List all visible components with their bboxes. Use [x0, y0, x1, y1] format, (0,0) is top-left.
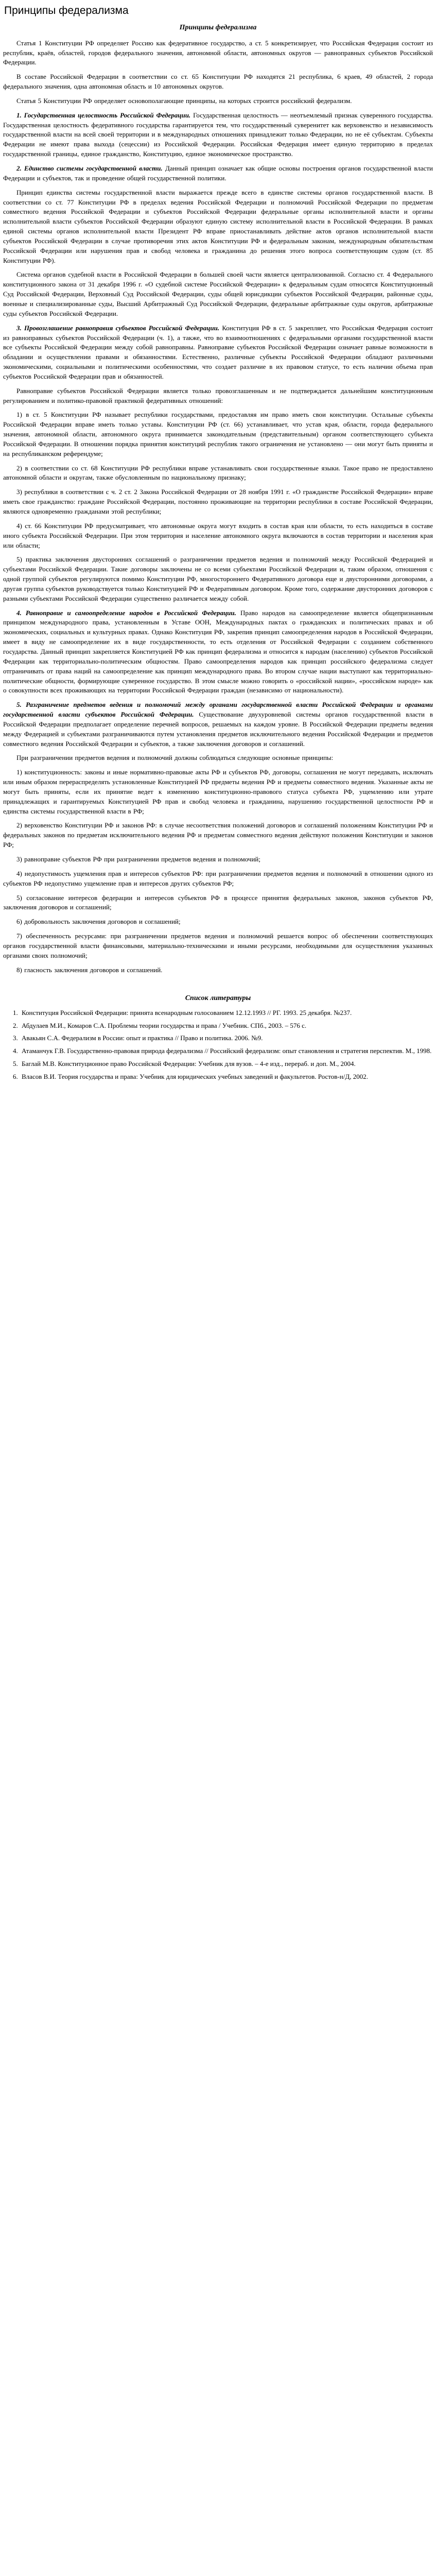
paragraph-text: 4) ст. 66 Конституции РФ предусматривает, что автономные округа могут входить в состав края или области, то есть находиться в составе иного субъекта Российской Федерации. При этом территория и население автономного округа включаются в состав территории и населения края или области;	[3, 521, 433, 549]
paragraph	[3, 410, 433, 459]
paragraph-text: Государственная целостность — неотъемлемый признак суверенного государства. Государственная целостность федеративного государства гарантируется тем, что государственный суверенитет как верховенство и независимость государственной власти на всей своей территории и в международных отношениях принадлежит только Федерации, но не её субъектам. Субъекты Федерации не имеют права выхода (сецессии) из Российской Федерации. Российская Федерация имеет единую территорию в пределах государственной границы, единое гражданство, Конституцию, единое экономическое пространство.	[3, 111, 433, 158]
paragraph-lead: 1. Государственная целостность Российской Федерации.	[16, 111, 191, 119]
paragraph	[3, 188, 433, 266]
paragraph	[3, 464, 433, 483]
paragraph	[3, 111, 433, 159]
reference-item: 1. Конституция Российской Федерации: принята всенародным голосованием 12.12.1993 // РГ. 1993. 25 декабря. №237.	[20, 1008, 433, 1018]
paragraph-text: 4) недопустимость ущемления прав и интересов субъектов РФ: при разграничении предметов ведения и полномочий в отношении одного из субъектов РФ недопустимо ущемление прав и интересов других субъектов РФ;	[3, 869, 433, 887]
paragraph-text: 5) практика заключения двусторонних соглашений о разграничении предметов ведения и полномочий между Российской Федерацией и субъектами Российской Федерации. Такие договоры заключены не со всеми субъектами Российской Федерации и, таким образом, отношения с одной группой субъектов регулируются помимо Конституции РФ, многостороннего Федеративного договора еще и двусторонними договорами, а другая группа субъектов руководствуется только Конституцией РФ и Федеративным договором. Кроме того, содержание двусторонних договоров с разными субъектами Российской Федерации существенно различается между собой.	[3, 555, 433, 602]
paragraph-text: 1) конституционность: законы и иные нормативно-правовые акты РФ и субъектов РФ, договоры, соглашения не могут передавать, исключать или иным образом перераспределять установленные Конституцией РФ предметы ведения РФ и предметы совместного ведения. Указанные акты не могут быть приняты, если их принятие ведет к изменению конституционно-правового статуса субъекта РФ, ущемлению или утрате принадлежащих и гарантируемых Конституцией РФ прав и свобод человека и гражданина, нарушению государственной целостности РФ и единства системы государственной власти в РФ;	[3, 768, 433, 815]
paragraph-text: 7) обеспеченность ресурсами: при разграничении предметов ведения и полномочий решается вопрос об обеспечении соответствующих органов государственной власти финансовыми, материально-техническими и иными ресурсами, необходимыми для осуществления указанных органами своих полномочий;	[3, 932, 433, 959]
paragraph-lead: 3. Провозглашение равноправия субъектов Российской Федерации.	[16, 324, 220, 332]
page	[0, 0, 436, 1095]
paragraph-text: 8) гласность заключения договоров и соглашений.	[16, 965, 163, 974]
paragraph-lead: 2. Единство системы государственной власти.	[16, 164, 163, 173]
paragraph-text: В составе Российской Федерации в соответствии со ст. 65 Конституции РФ находятся 21 республика, 6 краев, 49 областей, 2 города федерального значения, одна автономная область и 10 автономных округов.	[3, 73, 433, 91]
paragraph-text: Равноправие субъектов Российской Федерации является только провозглашенным и не подтверждается дальнейшим конституционным регулированием и политико-правовой практикой федеративных отношений:	[3, 386, 433, 404]
paragraph-text: Статья 1 Конституции РФ определяет Россию как федеративное государство, а ст. 5 конкретизирует, что Российская Федерация состоит из республик, краёв, областей, городов федерального значения, автономной области, автономных округов — равноправных субъектов Российской Федерации.	[3, 39, 433, 66]
paragraph-text: Принцип единства системы государственной власти выражается прежде всего в единстве системы органов государственной власти. В соответствии со ст. 77 Конституции РФ в пределах ведения Российской Федерации и полномочий Российской Федерации по предметам совместного ведения Российской Федерации и субъектов Российской Федерации федеральные органы исполнительной власти и органы исполнительной власти субъектов Российской Федерации образуют единую систему исполнительной власти в Российской Федерации. В рамках единой системы органов исполнительной власти Президент РФ вправе приостанавливать действие актов органов исполнительной власти субъектов Российской Федерации в случае противоречия этих актов Конституции РФ и федеральным законам, международным обязательствам Российской Федерации или нарушения прав и свобод человека и гражданина до решения этого вопроса соответствующим судом (ст. 85 Конституции РФ).	[3, 188, 433, 264]
paragraph-text: Существование двухуровневой системы органов государственной власти в Российской Федерации предполагает определение перечней вопросов, решаемых на каждом уровне. В Российской Федерации предметы ведения между Федерацией и субъектами разграничиваются путем установления предметов исключительного ведения Российской Федерации и предметов совместного ведения Российской Федерации и субъектов, а также заключения договоров и соглашений.	[3, 710, 433, 748]
paragraph	[3, 893, 433, 913]
paragraph	[3, 386, 433, 406]
paragraph-text: Конституция РФ в ст. 5 закрепляет, что Российская Федерация состоит из равноправных субъектов Российской Федерации (ч. 1), а также, что во взаимоотношениях с федеральными органами государственной власти все субъекты Российской Федерации между собой равноправны. Равноправие субъектов Российской Федерации означает равные возможности в обладании и осуществлении правами и обязанностями. Естественно, различные субъекты Российской Федерации обладают различными экономическими, социальными и политическими особенностями, что создает различие в их правовом статусе, то есть наличии объема прав субъектов Российской Федерации прав и обязанностей.	[3, 324, 433, 380]
paragraph-text: 5) согласование интересов федерации и интересов субъектов РФ в процессе принятия федеральных законов, законов субъектов РФ, заключения договоров и соглашений;	[3, 893, 433, 911]
paragraph	[3, 753, 433, 763]
paragraph-lead: 5. Разграничение предметов ведения и полномочий между органами государственной власти Российской Федерации и органами государственной власти субъектов Российской Федерации.	[3, 701, 433, 719]
document-title: Принципы федерализма	[179, 24, 257, 32]
paragraph	[3, 855, 433, 865]
paragraph	[3, 931, 433, 961]
paragraph-text: 3) республики в соответствии с ч. 2 ст. 2 Закона Российской Федерации от 28 ноября 1991 г. «О гражданстве Российской Федерации» вправе иметь свое гражданство: граждане Российской Федерации, постоянно проживающие на территории республики в составе Российской Федерации, являются одновременно гражданами этой республики;	[3, 488, 433, 516]
reference-item: 4. Атаманчук Г.В. Государственно-правовая природа федерализма // Российский федерализм: опыт становления и стратегия перспектив. М., 1998.	[20, 1046, 433, 1056]
paragraph	[3, 869, 433, 889]
paragraph	[3, 917, 433, 927]
paragraph	[3, 608, 433, 696]
reference-item: 5. Баглай М.В. Конституционное право Российской Федерации: Учебник для вузов. – 4-е изд., перераб. и доп. М., 2004.	[20, 1059, 433, 1069]
paragraph-text: 1) в ст. 5 Конституции РФ называет республики государствами, предоставляя им право иметь свои конституции. Остальные субъекты Российской Федерации вправе иметь только уставы. Конституции РФ (ст. 66) устанавливает, что устав края, области, города федерального значения, автономной области, автономного округа принимается законодательным (представительным) органом соответствующего субъекта Российской Федерации. В отношении порядка принятия конституций республик такого ограничения не установлено — они могут быть приняты и на республиканском референдуме;	[3, 411, 433, 457]
paragraph	[3, 521, 433, 551]
paragraph-text: 2) в соответствии со ст. 68 Конституции РФ республики вправе устанавливать свои государственные языки. Такое право не предоставлено автономной области и округам, также обусловленным по национальному признаку;	[3, 464, 433, 482]
paragraph-text: При разграничении предметов ведения и полномочий должны соблюдаться следующие основные принципы:	[16, 754, 334, 762]
paragraph	[3, 164, 433, 183]
page-header: Принципы федерализма	[4, 5, 129, 16]
paragraph	[3, 768, 433, 816]
paragraph	[3, 965, 433, 975]
paragraph	[3, 487, 433, 517]
paragraph-text: Статья 5 Конституции РФ определяет основополагающие принципы, на которых строится российский федерализм.	[16, 96, 352, 105]
document-body	[3, 39, 433, 975]
paragraph	[3, 821, 433, 850]
references-title: Список литературы	[185, 994, 251, 1003]
paragraph	[3, 270, 433, 318]
paragraph	[3, 555, 433, 603]
paragraph-text: 6) добровольность заключения договоров и соглашений;	[16, 918, 181, 926]
reference-item: 2. Абдулаев М.И., Комаров С.А. Проблемы теории государства и права / Учебник. СПб., 2003. – 576 с.	[20, 1021, 433, 1031]
paragraph	[3, 39, 433, 68]
reference-item: 6. Власов В.И. Теория государства и права: Учебник для юридических учебных заведений и факультетов. Ростов-н/Д, 2002.	[20, 1072, 433, 1082]
paragraph	[3, 96, 433, 106]
paragraph-text: Система органов судебной власти в Российской Федерации в большей своей части является централизованной. Согласно ст. 4 Федерального конституционного закона от 31 декабря 1996 г. «О судебной системе Российской Федерации» к федеральным судам относятся Конституционный Суд Российской Федерации, Верховный Суд Российской Федерации, суды общей юрисдикции субъектов Российской Федерации, районные суды, военные и специализированные суды, Высший Арбитражный Суд Российской Федерации, федеральные арбитражные суды округов, арбитражные суды субъектов Российской Федерации.	[3, 270, 433, 317]
paragraph	[3, 324, 433, 382]
reference-item: 3. Авакьян С.А. Федерализм в России: опыт и практика // Право и политика. 2006. №9.	[20, 1033, 433, 1043]
paragraph-lead: 4. Равноправие и самоопределение народов в Российской Федерации.	[16, 608, 236, 617]
paragraph-text: 3) равноправие субъектов РФ при разграничении предметов ведения и полномочий;	[16, 855, 260, 863]
paragraph-text: Данный принцип означает как общие основы построения органов государственной власти Федерации и субъектов, так и проведение общей государственной политики.	[3, 164, 433, 182]
paragraph-text: Право народов на самоопределение является общепризнанным принципом международного права, установленным в Уставе ООН, Международных пактах о гражданских и политических правах и об экономических, социальных и культурных правах. Однако Конституция РФ, закрепив принцип самоопределения народов в Российской Федерации, имеет в виду не самоопределение их в виде государственности, то есть отделения от Российской Федерации с созданием собственного государства. Данный принцип закрепляется Конституцией РФ как принцип федерализма и относится к народам (населению) субъектов Российской Федерации как территориально-политическим общностям. Право самоопределения народов как принцип российского федерализма следует отграничивать от права наций на самоопределение как принцип международного права. Во втором случае нации выступают как территориально-политические общности, формирующие суверенное государство. В этом смысле можно говорить о «российской нации», «российском народе» как о совокупности всех проживающих на территории Российской Федерации граждан (независимо от национальности).	[3, 608, 433, 694]
paragraph-text: 2) верховенство Конституции РФ и законов РФ: в случае несоответствия положений договоров и соглашений положениям Конституции РФ и федеральных законов по предметам исключительного ведения РФ и предметам совместного ведения действуют положения Конституции и законов РФ;	[3, 821, 433, 849]
paragraph	[3, 700, 433, 749]
references-list	[3, 1008, 433, 1082]
paragraph	[3, 72, 433, 92]
